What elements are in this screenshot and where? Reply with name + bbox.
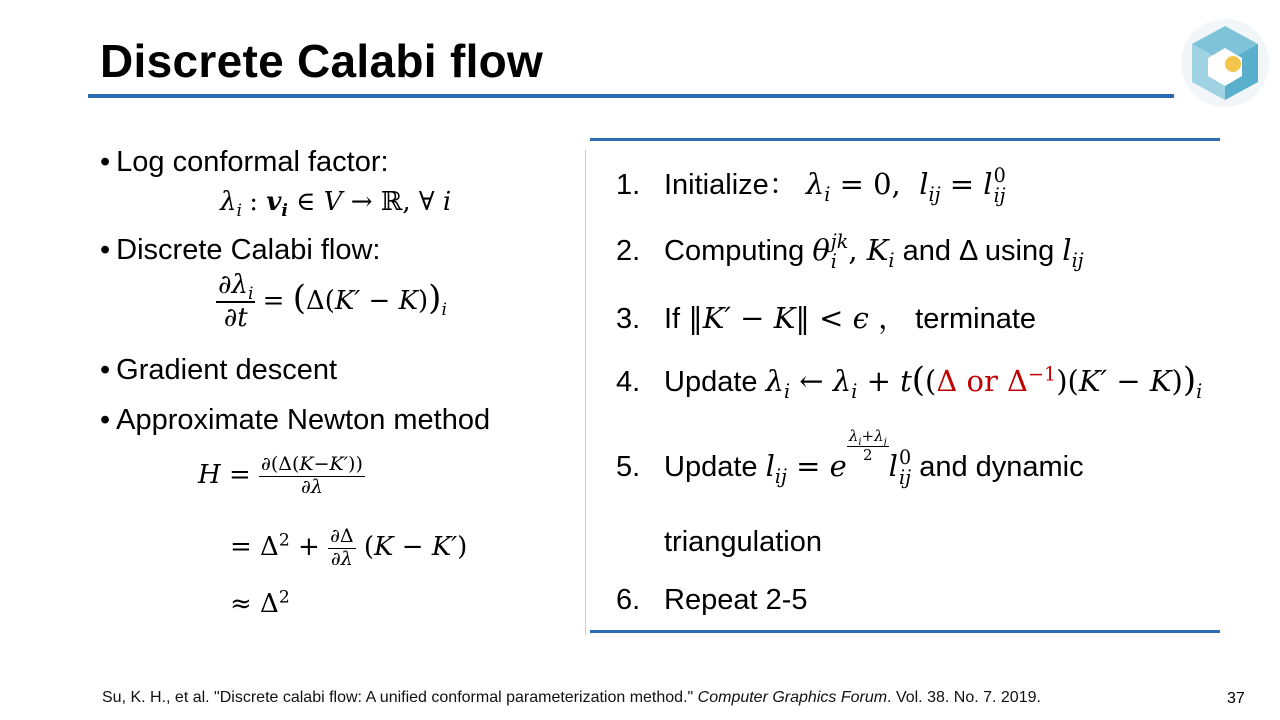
slide-title: Discrete Calabi flow bbox=[100, 35, 544, 87]
title-underline bbox=[88, 94, 1174, 98]
page-number: 37 bbox=[1227, 690, 1245, 707]
step-4-update-lambda: 4. Update $\lambda_i$ ← $\lambda_i + t((\Delta$ or $\Delta^{-1})(K' - K))_i$ bbox=[616, 360, 1203, 403]
formula-hessian-approx: ≈ $\Delta^2$ bbox=[230, 587, 290, 619]
step-6-repeat: 6. Repeat 2-5 bbox=[616, 584, 808, 616]
university-logo-icon bbox=[1180, 18, 1270, 108]
step-3-terminate-check: 3. If ‖K′ − K‖ < ϵ ， terminate bbox=[616, 301, 1037, 335]
bullet-discrete-calabi-flow: • Discrete Calabi flow: bbox=[100, 234, 381, 266]
formula-hessian: H = $\frac{\partial(\Delta(K-K'))}{\partial\lambda}$ bbox=[198, 453, 363, 498]
bullet-gradient-descent: • Gradient descent bbox=[100, 354, 338, 386]
step-5-continuation: triangulation bbox=[664, 526, 822, 558]
algorithm-box-top-rule bbox=[590, 138, 1220, 141]
formula-calabi-flow: $\frac{\partial\lambda_i}{\partial t}$ = $(\Delta(K' - K))_i$ bbox=[218, 270, 447, 333]
step-2-computing: 2. Computing θ jk i , $K_i$ and Δ using $l_{ij}$ bbox=[616, 230, 1084, 274]
bullet-log-conformal-factor: • Log conformal factor: bbox=[100, 146, 389, 178]
column-divider bbox=[585, 150, 586, 635]
algorithm-box-bottom-rule bbox=[590, 630, 1220, 633]
step-5-update-edge-length: 5. Update $l_{ij} = e$ $\frac{\lambda_i+\lambda_j}{2}$ l 0 ij and dynamic bbox=[616, 427, 1084, 490]
citation: Su, K. H., et al. "Discrete calabi flow: A unified conformal parameterization method." Computer Graphics Forum. Vol. 38. No. 7. 2019. bbox=[102, 689, 1041, 706]
formula-hessian-expansion: = $\Delta^2$ + $\frac{\partial\Delta}{\partial\lambda}$ (K − K′) bbox=[230, 525, 468, 570]
step-1-initialize: 1. Initialize： $\lambda_i = 0$, $l_{ij} = l$ 0 ij bbox=[616, 164, 1006, 208]
formula-log-conformal-factor: $\lambda_i$ : $v_i$ ∈ V → ℝ, ∀ i bbox=[220, 187, 452, 222]
bullet-approximate-newton: • Approximate Newton method bbox=[100, 404, 491, 436]
